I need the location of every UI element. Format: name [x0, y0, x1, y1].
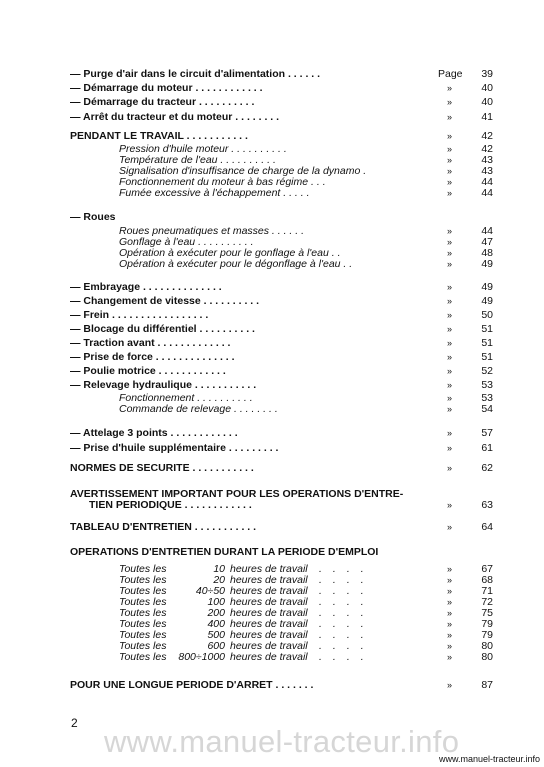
toc-entry-title: TABLEAU D'ENTRETIEN . . . . . . . . . . .	[70, 521, 257, 533]
toc-page-number: 64	[481, 521, 493, 533]
toc-entry	[0, 462, 544, 475]
toc-page-number: 53	[481, 379, 493, 391]
page-number: 2	[71, 716, 78, 730]
interval-hours: 10	[213, 563, 225, 575]
toc-entry-title: Gonflage à l'eau . . . . . . . . . .	[119, 236, 254, 248]
ditto-mark: »	[447, 564, 453, 574]
toc-entry-title: PENDANT LE TRAVAIL . . . . . . . . . . .	[70, 130, 248, 142]
ditto-mark: »	[447, 259, 453, 269]
interval-prefix: Toutes les	[119, 640, 167, 652]
ditto-mark: »	[447, 522, 453, 532]
ditto-mark: »	[447, 97, 453, 107]
toc-page-number: 62	[481, 462, 493, 474]
toc-entry	[0, 323, 544, 336]
toc-entry-title: — Blocage du différentiel . . . . . . . . . .	[70, 323, 255, 335]
page-label: Page	[438, 68, 463, 80]
interval-suffix: heures de travail	[230, 651, 308, 663]
toc-page-number: 42	[481, 130, 493, 142]
ditto-mark: »	[447, 177, 453, 187]
toc-page-number: 52	[481, 365, 493, 377]
toc-page-number: 49	[481, 281, 493, 293]
toc-page-number: 54	[481, 403, 493, 415]
toc-page-number: 43	[481, 154, 493, 166]
interval-page-number: 71	[481, 585, 493, 597]
toc-entry-title: Opération à exécuter pour le gonflage à l'eau . .	[119, 247, 341, 259]
interval-dots: ....	[319, 585, 375, 597]
interval-prefix: Toutes les	[119, 618, 167, 630]
interval-hours: 200	[207, 607, 225, 619]
toc-entry-title: — Attelage 3 points . . . . . . . . . . . .	[70, 427, 238, 439]
interval-prefix: Toutes les	[119, 629, 167, 641]
ditto-mark: »	[447, 404, 453, 414]
toc-page-number: 44	[481, 225, 493, 237]
toc-page-number: 61	[481, 442, 493, 454]
ditto-mark: »	[447, 443, 453, 453]
toc-entry-title: Opération à exécuter pour le dégonflage à l'eau . .	[119, 258, 353, 270]
ditto-mark: »	[447, 575, 453, 585]
ditto-mark: »	[447, 237, 453, 247]
toc-entry	[0, 379, 544, 392]
toc-entry-title: — Relevage hydraulique . . . . . . . . . . .	[70, 379, 257, 391]
toc-entry-title: Pression d'huile moteur . . . . . . . . . .	[119, 143, 287, 155]
ditto-mark: »	[447, 131, 453, 141]
interval-dots: ....	[319, 574, 375, 586]
ditto-mark: »	[447, 608, 453, 618]
toc-page-number: 41	[481, 111, 493, 123]
toc-entry	[0, 211, 544, 224]
interval-suffix: heures de travail	[230, 629, 308, 641]
toc-entry-title: AVERTISSEMENT IMPORTANT POUR LES OPERATIONS D'ENTRE-	[70, 488, 404, 500]
ditto-mark: »	[447, 680, 453, 690]
toc-entry-title: NORMES DE SECURITE . . . . . . . . . . .	[70, 462, 254, 474]
toc-entry	[0, 351, 544, 364]
interval-hours: 500	[207, 629, 225, 641]
interval-page-number: 79	[481, 629, 493, 641]
interval-suffix: heures de travail	[230, 574, 308, 586]
toc-entry-title: Signalisation d'insuffisance de charge de la dynamo .	[119, 165, 367, 177]
toc-page-number: 44	[481, 176, 493, 188]
interval-suffix: heures de travail	[230, 596, 308, 608]
ditto-mark: »	[447, 83, 453, 93]
toc-entry-title: — Poulie motrice . . . . . . . . . . . .	[70, 365, 226, 377]
interval-page-number: 75	[481, 607, 493, 619]
ditto-mark: »	[447, 226, 453, 236]
interval-prefix: Toutes les	[119, 607, 167, 619]
interval-hours: 40÷50	[195, 585, 225, 597]
toc-page-number: 51	[481, 351, 493, 363]
ditto-mark: »	[447, 296, 453, 306]
toc-page-number: 87	[481, 679, 493, 691]
toc-entry	[0, 68, 544, 81]
interval-hours: 400	[207, 618, 225, 630]
interval-prefix: Toutes les	[119, 563, 167, 575]
toc-entry	[0, 295, 544, 308]
toc-page-number: 50	[481, 309, 493, 321]
ditto-mark: »	[447, 112, 453, 122]
interval-suffix: heures de travail	[230, 618, 308, 630]
interval-hours: 100	[207, 596, 225, 608]
interval-dots: ....	[319, 629, 375, 641]
ditto-mark: »	[447, 310, 453, 320]
toc-page-number: 44	[481, 187, 493, 199]
toc-page-number: 51	[481, 337, 493, 349]
watermark-small: www.manuel-tracteur.info	[438, 754, 540, 764]
ditto-mark: »	[447, 641, 453, 651]
ditto-mark: »	[447, 248, 453, 258]
toc-page-number: 40	[481, 82, 493, 94]
toc-entry	[0, 130, 544, 143]
ditto-mark: »	[447, 428, 453, 438]
ditto-mark: »	[447, 338, 453, 348]
ditto-mark: »	[447, 500, 453, 510]
interval-dots: ....	[319, 596, 375, 608]
interval-page-number: 68	[481, 574, 493, 586]
ditto-mark: »	[447, 282, 453, 292]
toc-entry-title: OPERATIONS D'ENTRETIEN DURANT LA PERIODE D'EMPLOI	[70, 546, 379, 558]
toc-page-number: 49	[481, 258, 493, 270]
ditto-mark: »	[447, 188, 453, 198]
toc-page-number: 47	[481, 236, 493, 248]
toc-entry-title: — Démarrage du tracteur . . . . . . . . . .	[70, 96, 255, 108]
toc-entry-title: — Démarrage du moteur . . . . . . . . . . . .	[70, 82, 263, 94]
ditto-mark: »	[447, 463, 453, 473]
toc-entry	[0, 337, 544, 350]
toc-page-number: 49	[481, 295, 493, 307]
interval-dots: ....	[319, 640, 375, 652]
interval-hours: 600	[207, 640, 225, 652]
toc-entry-title: — Prise d'huile supplémentaire . . . . . . . . .	[70, 442, 279, 454]
watermark: www.manuel-tracteur.info	[104, 724, 460, 759]
ditto-mark: »	[447, 166, 453, 176]
toc-page-number: 63	[481, 499, 493, 511]
maintenance-interval-row	[0, 651, 544, 664]
toc-page-number: 51	[481, 323, 493, 335]
toc-entry-title: — Changement de vitesse . . . . . . . . . .	[70, 295, 260, 307]
interval-suffix: heures de travail	[230, 563, 308, 575]
toc-entry-title: — Prise de force . . . . . . . . . . . . . .	[70, 351, 235, 363]
toc-entry	[0, 82, 544, 95]
toc-entry-title: TIEN PERIODIQUE . . . . . . . . . . . .	[89, 499, 252, 511]
toc-entry	[0, 187, 544, 200]
toc-page-number: 53	[481, 392, 493, 404]
interval-prefix: Toutes les	[119, 574, 167, 586]
ditto-mark: »	[447, 586, 453, 596]
toc-entry	[0, 427, 544, 440]
ditto-mark: »	[447, 366, 453, 376]
interval-page-number: 67	[481, 563, 493, 575]
toc-entry-title: — Roues	[70, 211, 116, 223]
toc-entry	[0, 258, 544, 271]
toc-entry	[0, 365, 544, 378]
toc-page-number: 48	[481, 247, 493, 259]
toc-entry	[0, 96, 544, 109]
ditto-mark: »	[447, 630, 453, 640]
ditto-mark: »	[447, 380, 453, 390]
toc-entry-title: — Frein . . . . . . . . . . . . . . . . .	[70, 309, 209, 321]
interval-suffix: heures de travail	[230, 585, 308, 597]
interval-dots: ....	[319, 563, 375, 575]
toc-entry-title: — Purge d'air dans le circuit d'alimentation . . . . . .	[70, 68, 321, 80]
interval-dots: ....	[319, 651, 375, 663]
toc-entry-title: Commande de relevage . . . . . . . .	[119, 403, 278, 415]
interval-page-number: 79	[481, 618, 493, 630]
toc-entry	[0, 499, 544, 512]
toc-page-number: 39	[481, 68, 493, 80]
interval-hours: 20	[213, 574, 225, 586]
toc-page-number: 42	[481, 143, 493, 155]
ditto-mark: »	[447, 393, 453, 403]
ditto-mark: »	[447, 352, 453, 362]
toc-entry	[0, 442, 544, 455]
ditto-mark: »	[447, 155, 453, 165]
toc-entry-title: — Arrêt du tracteur et du moteur . . . . . . . .	[70, 111, 280, 123]
interval-prefix: Toutes les	[119, 585, 167, 597]
interval-page-number: 72	[481, 596, 493, 608]
toc-entry-title: POUR UNE LONGUE PERIODE D'ARRET . . . . . . .	[70, 679, 314, 691]
toc-entry	[0, 521, 544, 534]
interval-page-number: 80	[481, 640, 493, 652]
toc-entry-title: Fonctionnement du moteur à bas régime . . .	[119, 176, 326, 188]
toc-page-number: 57	[481, 427, 493, 439]
toc-entry-title: Fumée excessive à l'échappement . . . . .	[119, 187, 310, 199]
ditto-mark: »	[447, 597, 453, 607]
toc-entry-title: — Embrayage . . . . . . . . . . . . . .	[70, 281, 222, 293]
ditto-mark: »	[447, 652, 453, 662]
toc-page-number: 43	[481, 165, 493, 177]
interval-hours: 800÷1000	[178, 651, 225, 663]
ditto-mark: »	[447, 144, 453, 154]
toc-entry	[0, 403, 544, 416]
toc-page-number: 40	[481, 96, 493, 108]
toc-entry-title: Roues pneumatiques et masses . . . . . .	[119, 225, 305, 237]
toc-entry-title: Fonctionnement . . . . . . . . . .	[119, 392, 253, 404]
toc-entry	[0, 111, 544, 124]
toc-entry	[0, 546, 544, 559]
interval-suffix: heures de travail	[230, 640, 308, 652]
interval-page-number: 80	[481, 651, 493, 663]
interval-suffix: heures de travail	[230, 607, 308, 619]
toc-entry	[0, 309, 544, 322]
ditto-mark: »	[447, 324, 453, 334]
interval-prefix: Toutes les	[119, 651, 167, 663]
toc-entry-title: — Traction avant . . . . . . . . . . . . .	[70, 337, 231, 349]
interval-dots: ....	[319, 618, 375, 630]
toc-entry-title: Température de l'eau . . . . . . . . . .	[119, 154, 276, 166]
interval-prefix: Toutes les	[119, 596, 167, 608]
toc-entry	[0, 281, 544, 294]
interval-dots: ....	[319, 607, 375, 619]
ditto-mark: »	[447, 619, 453, 629]
toc-entry	[0, 679, 544, 692]
